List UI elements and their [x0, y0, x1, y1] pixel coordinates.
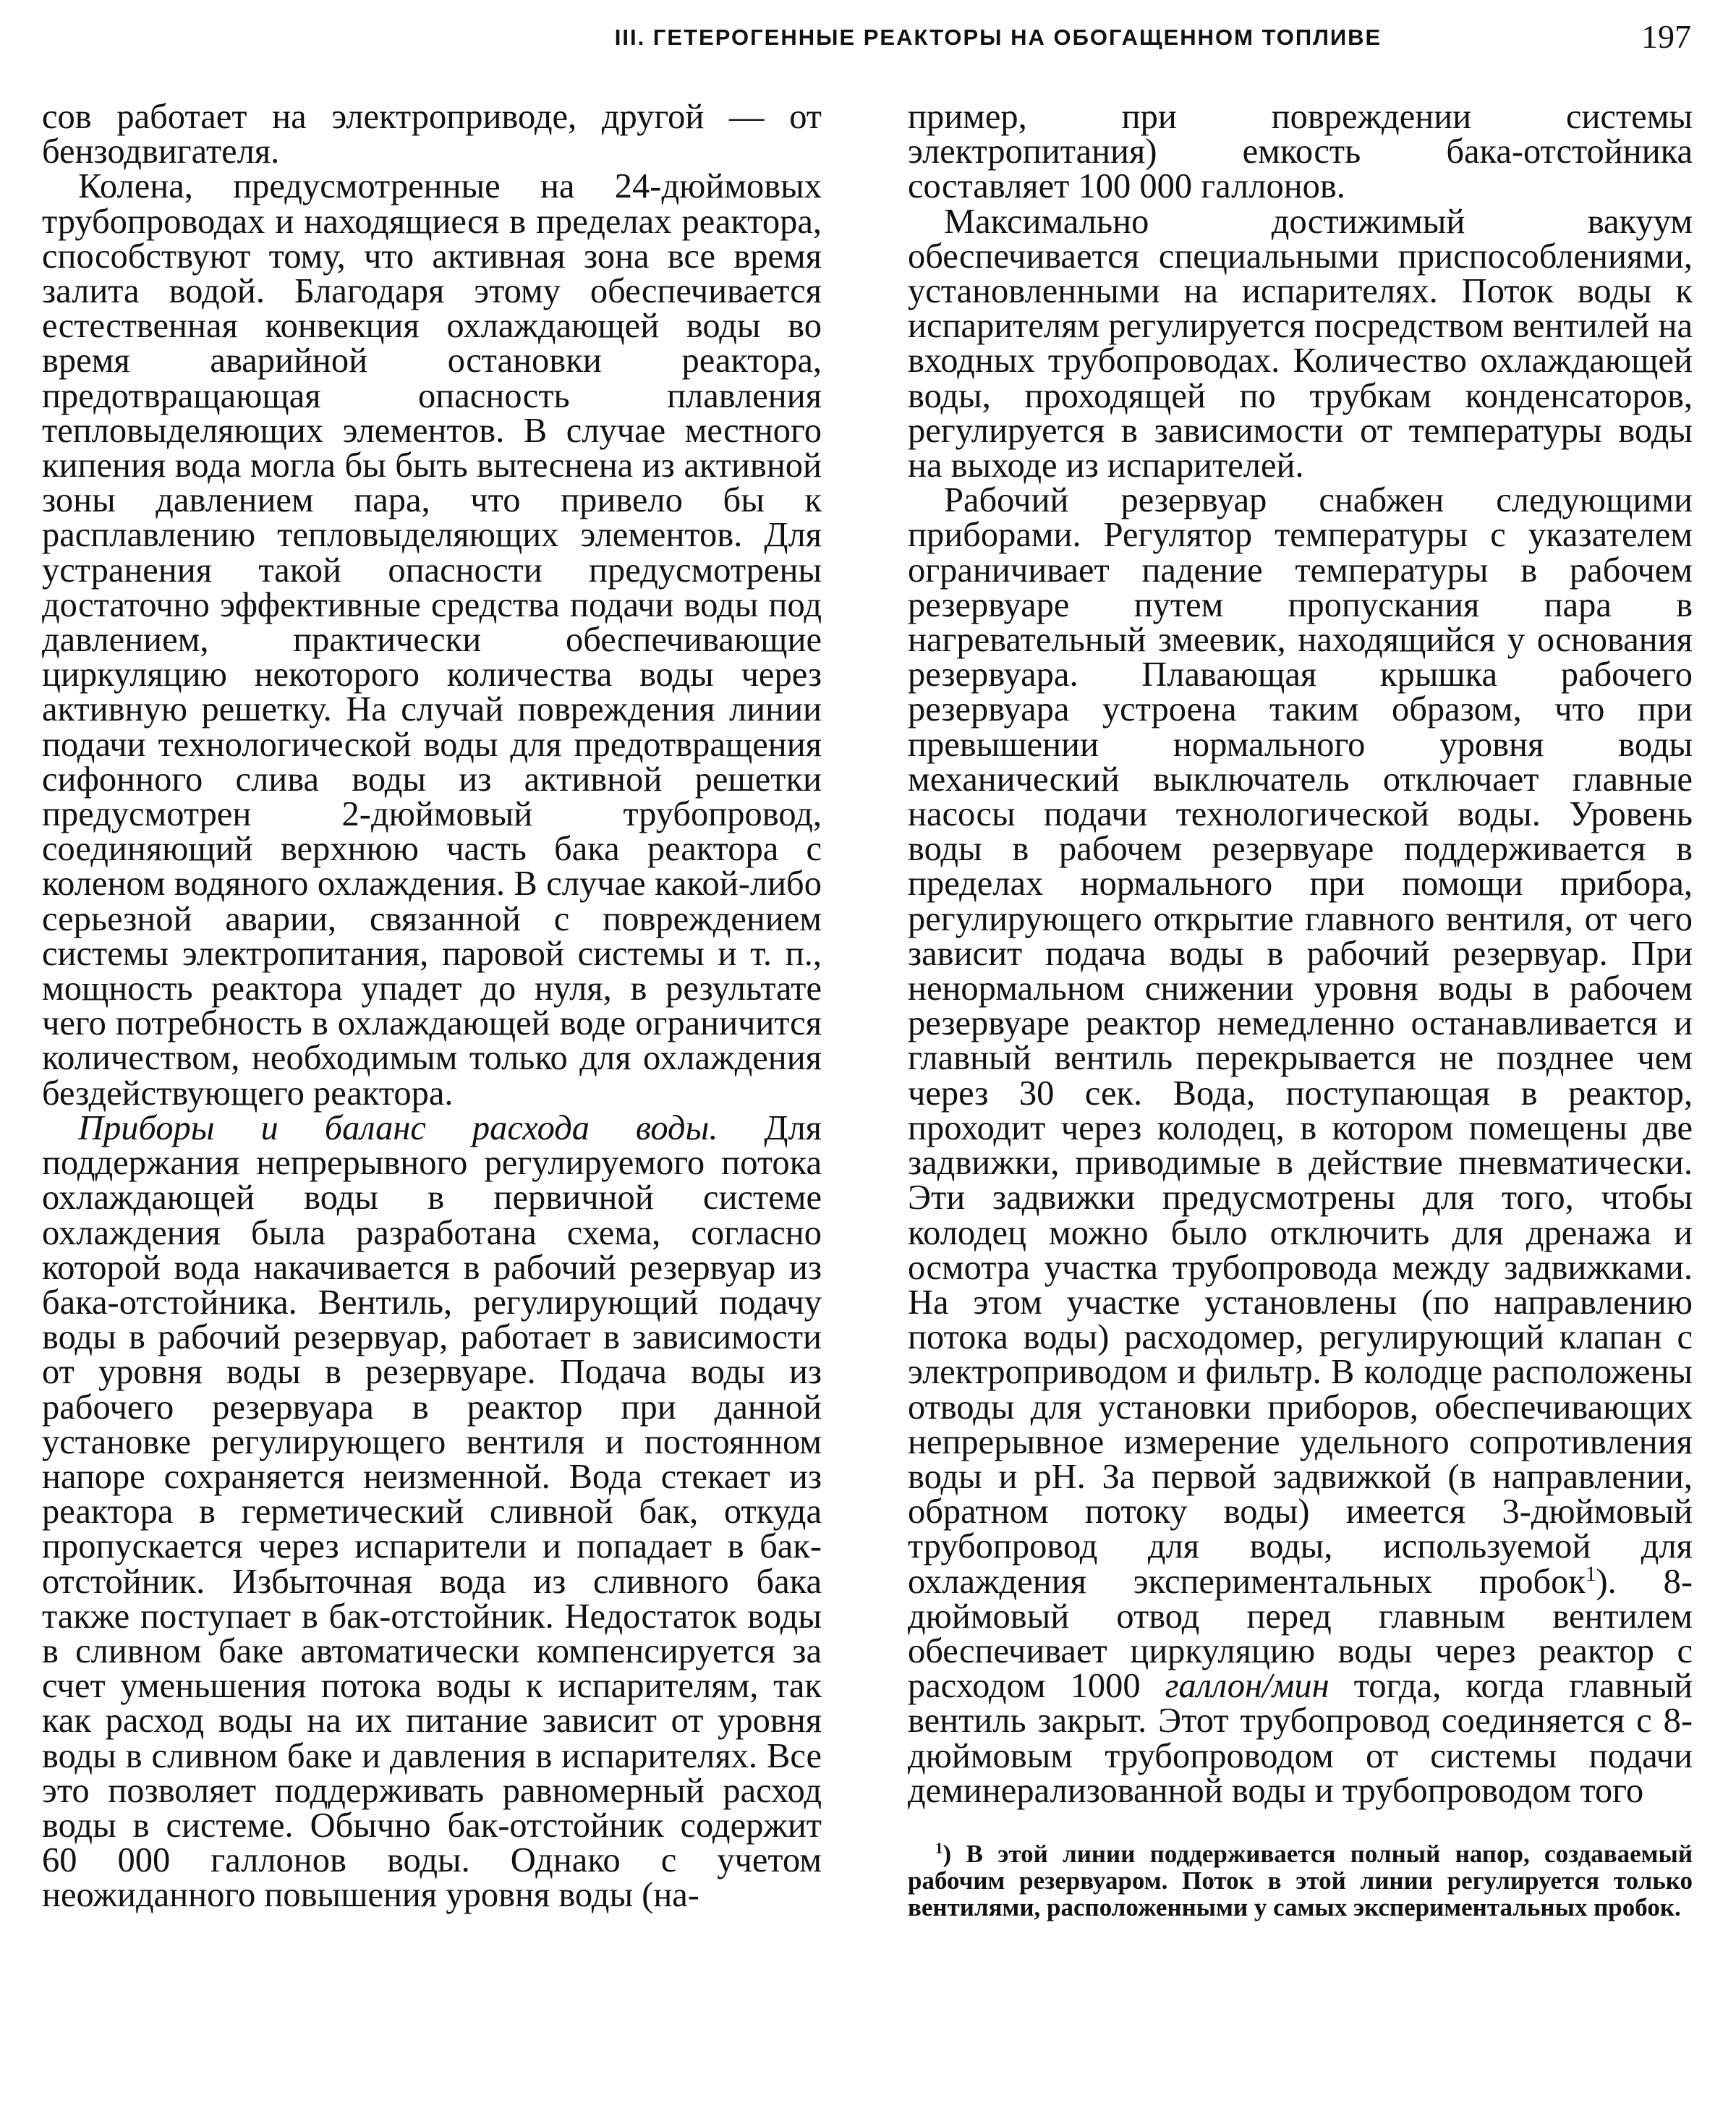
footnote — [908, 1840, 1693, 1921]
paragraph-work-tank-text-a: Рабочий резервуар снабжен следующими приборами. Регулятор температуры с указателем ограничивает падение температуры в рабочем резервуаре путем пропускания пара в нагревательный змеевик, находящийся у основания резервуара. Плавающая крышка рабочего резервуара устроена таким образом, что при превышении нормального уровня воды механический выключатель отключает главные насосы подачи технологической воды. Уровень воды в рабочем резервуаре поддерживается в пределах нормального при помощи прибора, регулирующего открытие главного вентиля, от чего зависит подача воды в рабочий резервуар. При ненормальном снижении уровня воды в рабочем резервуаре реактор немедленно останавливается и главный вентиль перекрывается не позднее чем через 30 сек. Вода, поступающая в реактор, проходит через колодец, в котором помещены две задвижки, приводимые в действие пневматически. Эти задвижки предусмотрены для того, чтобы колодец можно было отключить для дренажа и осмотра участка трубопровода между задвижками. На этом участке установлены (по направлению потока воды) расходомер, регулирующий клапан с электроприводом и фильтр. В колодце расположены отводы для установки приборов, обеспечивающих непрерывное измерение удельного сопротивления воды и pH. За первой задвижкой (в направлении, обратном потоку воды) имеется 3-дюймовый трубопровод для воды, используемой для охлаждения экспериментальных пробок — [908, 481, 1693, 1601]
page-number: 197 — [1641, 18, 1691, 55]
footnote-text: ) В этой линии поддерживается полный напор, создаваемый рабочим резервуаром. Поток в этой линии регулируется только вентилями, расположенными у самых экспериментальных пробок. — [908, 1839, 1693, 1921]
footnote-reference[interactable]: 1 — [1585, 1562, 1596, 1586]
left-column — [42, 100, 822, 1913]
footnote-text-block — [908, 1840, 1693, 1921]
paragraph-continuation: сов работает на электроприводе, другой — от бензодвигателя. — [42, 98, 822, 171]
footnote-mark: 1 — [935, 1839, 943, 1857]
paragraph-instruments — [42, 1108, 822, 1915]
paragraph-work-tank-text-b: ). 8-дюймовый отвод перед главным вентилем обеспечивает циркуляцию воды через реактор с расходом 1000 — [908, 1562, 1693, 1706]
flow-unit: галлон/мин — [1165, 1667, 1329, 1706]
right-column — [908, 100, 1693, 1921]
paragraph-continuation-right: пример, при повреждении системы электропитания) емкость бака-отстойника составляет 100 000 галлонов. — [908, 98, 1693, 206]
section-run-in-heading: Приборы и баланс расхода воды. — [78, 1108, 718, 1147]
running-title: III. ГЕТЕРОГЕННЫЕ РЕАКТОРЫ НА ОБОГАЩЕННОМ ТОПЛИВЕ — [614, 25, 1382, 50]
paragraph-vacuum: Максимально достижимый вакуум обеспечивается специальными приспособлениями, установленными на испарителях. Поток воды к испарителям регулируется посредством вентилей на входных трубопроводах. Количество охлаждающей воды, проходящей по трубкам конденсаторов, регулируется в зависимости от температуры воды на выходе из испарителей. — [908, 202, 1693, 485]
paragraph-elbows: Колена, предусмотренные на 24-дюймовых трубопроводах и находящиеся в пределах реактора, способствуют тому, что активная зона все время залита водой. Благодаря этому обеспечивается естественная конвекция охлаждающей воды во время аварийной остановки реактора, предотвращающая опасность плавления тепловыделяющих элементов. В случае местного кипения вода могла бы быть вытеснена из активной зоны давлением пара, что привело бы к расплавлению тепловыделяющих элементов. Для устранения такой опасности предусмотрены достаточно эффективные средства подачи воды под давлением, практически обеспечивающие циркуляцию некоторого количества воды через активную решетку. На случай повреждения линии подачи технологической воды для предотвращения сифонного слива воды из активной решетки предусмотрен 2-дюймовый трубопровод, соединяющий верхнюю часть бака реактора с коленом водяного охлаждения. В случае какой-либо серьезной аварии, связанной с повреждением системы электропитания, паровой системы и т. п., мощность реактора упадет до нуля, в результате чего потребность в охлаждающей воде ограничится количеством, необходимым только для охлаждения бездействующего реактора. — [42, 167, 822, 1113]
paragraph-work-tank — [908, 483, 1693, 1809]
paragraph-work-tank-text-c: тогда, когда главный вентиль закрыт. Этот трубопровод соединяется с 8-дюймовым трубопроводом от системы подачи деминерализованной воды и трубопроводом того — [908, 1667, 1693, 1810]
paragraph-instruments-text: Для поддержания непрерывного регулируемого потока охлаждающей воды в первичной системе охлаждения была разработана схема, согласно которой вода накачивается в рабочий резервуар из бака-отстойника. Вентиль, регулирующий подачу воды в рабочий резервуар, работает в зависимости от уровня воды в резервуаре. Подача воды из рабочего резервуара в реактор при данной установке регулирующего вентиля и постоянном напоре сохраняется неизменной. Вода стекает из реактора в герметический сливной бак, откуда пропускается через испарители и попадает в бак-отстойник. Избыточная вода из сливного бака также поступает в бак-отстойник. Недостаток воды в сливном баке автоматически компенсируется за счет уменьшения потока воды к испарителям, так как расход воды на их питание зависит от уровня воды в сливном баке и давления в испарителях. Все это позволяет поддерживать равномерный расход воды в системе. Обычно бак-отстойник содержит 60 000 галлонов воды. Однако с учетом неожиданного повышения уровня воды (на- — [42, 1108, 822, 1915]
